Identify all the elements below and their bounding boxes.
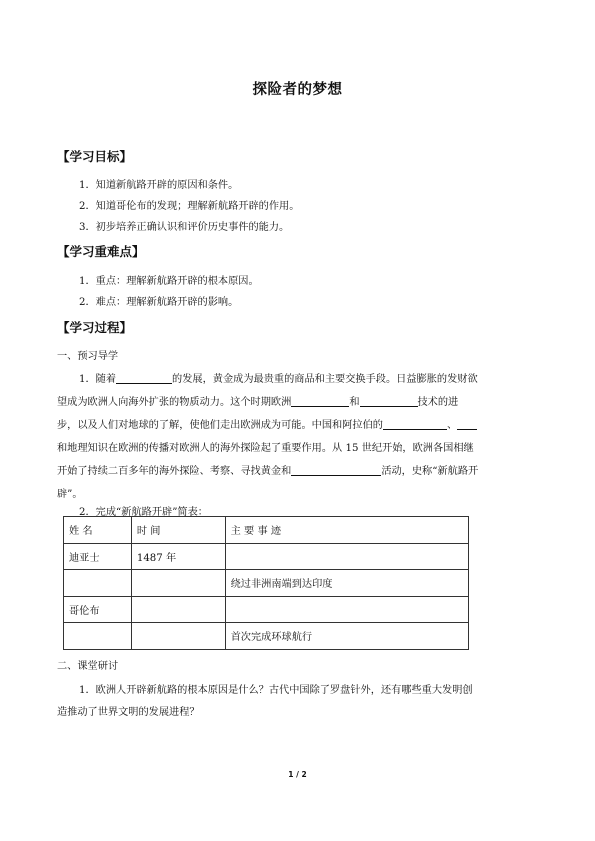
question-line: 1．欧洲人开辟新航路的根本原因是什么？古代中国除了罗盘针外，还有哪些重大发明创 (79, 685, 473, 696)
table-cell[interactable] (225, 543, 468, 570)
key-point-item-1: 1．重点：理解新航路开辟的根本原因。 (79, 276, 259, 287)
fill-blank[interactable] (457, 418, 477, 430)
paragraph-text: 、 (447, 420, 458, 431)
learning-goals-heading: 【学习目标】 (57, 149, 133, 164)
discussion-heading: 二、课堂研讨 (57, 661, 119, 672)
fill-blank[interactable] (116, 372, 172, 384)
paragraph-line: 辟”。 (57, 489, 83, 500)
paragraph-line (57, 462, 478, 477)
fill-blank[interactable] (291, 395, 349, 407)
paragraph-text: 开始了持续二百多年的海外探险、考察、寻找黄金和 (57, 466, 292, 477)
paragraph-text: 望成为欧洲人向海外扩张的物质动力。这个时期欧洲 (57, 397, 292, 408)
fill-blank[interactable] (291, 464, 381, 476)
header-time: 时 间 (131, 517, 225, 544)
table-cell[interactable]: 哥伦布 (64, 596, 132, 623)
paragraph-line: 和地理知识在欧洲的传播对欧洲人的海外探险起了重要作用。从 15 世纪开始，欧洲各国相继 (57, 443, 474, 454)
paragraph-line (57, 416, 477, 431)
paragraph-text: 和 (349, 397, 360, 408)
table-cell[interactable]: 首次完成环球航行 (225, 623, 468, 650)
header-name: 姓 名 (64, 517, 132, 544)
table-instruction: 2．完成“新航路开辟”简表： (79, 507, 208, 518)
fill-blank[interactable] (360, 395, 418, 407)
table-row (64, 623, 469, 650)
table-cell[interactable]: 1487 年 (131, 543, 225, 570)
goal-item-1: 1．知道新航路开辟的原因和条件。 (79, 180, 239, 191)
question-line: 造推动了世界文明的发展进程？ (57, 707, 200, 718)
table-cell[interactable] (64, 623, 132, 650)
fill-blank[interactable] (383, 418, 447, 430)
table-row (64, 570, 469, 597)
table-row (64, 596, 469, 623)
page-title: 探险者的梦想 (252, 82, 343, 98)
table-cell[interactable] (131, 570, 225, 597)
page-number: 1 / 2 (288, 770, 307, 779)
table-cell[interactable] (131, 623, 225, 650)
paragraph-line (79, 370, 478, 385)
paragraph-text: 1．随着 (79, 374, 117, 385)
paragraph-text: 步，以及人们对地球的了解，使他们走出欧洲成为可能。中国和阿拉伯的 (57, 420, 383, 431)
table-row (64, 543, 469, 570)
voyages-table (63, 516, 469, 650)
paragraph-text: 的发展，黄金成为最贵重的商品和主要交换手段。日益膨胀的发财欲 (172, 374, 478, 385)
key-points-heading: 【学习重难点】 (57, 244, 145, 259)
preview-heading: 一、预习导学 (57, 351, 119, 362)
goal-item-3: 3．初步培养正确认识和评价历史事件的能力。 (79, 222, 290, 233)
key-point-item-2: 2．难点：理解新航路开辟的影响。 (79, 297, 239, 308)
paragraph-line (57, 393, 458, 408)
paragraph-text: 活动，史称“新航路开 (381, 466, 479, 477)
header-events: 主 要 事 迹 (225, 517, 468, 544)
table-header-row (64, 517, 469, 544)
table-cell[interactable]: 迪亚士 (64, 543, 132, 570)
table-cell[interactable] (64, 570, 132, 597)
table-cell[interactable] (131, 596, 225, 623)
table-cell[interactable]: 绕过非洲南端到达印度 (225, 570, 468, 597)
table-cell[interactable] (225, 596, 468, 623)
process-heading: 【学习过程】 (57, 320, 133, 335)
goal-item-2: 2．知道哥伦布的发现；理解新航路开辟的作用。 (79, 201, 300, 212)
paragraph-text: 技术的进 (417, 397, 459, 408)
